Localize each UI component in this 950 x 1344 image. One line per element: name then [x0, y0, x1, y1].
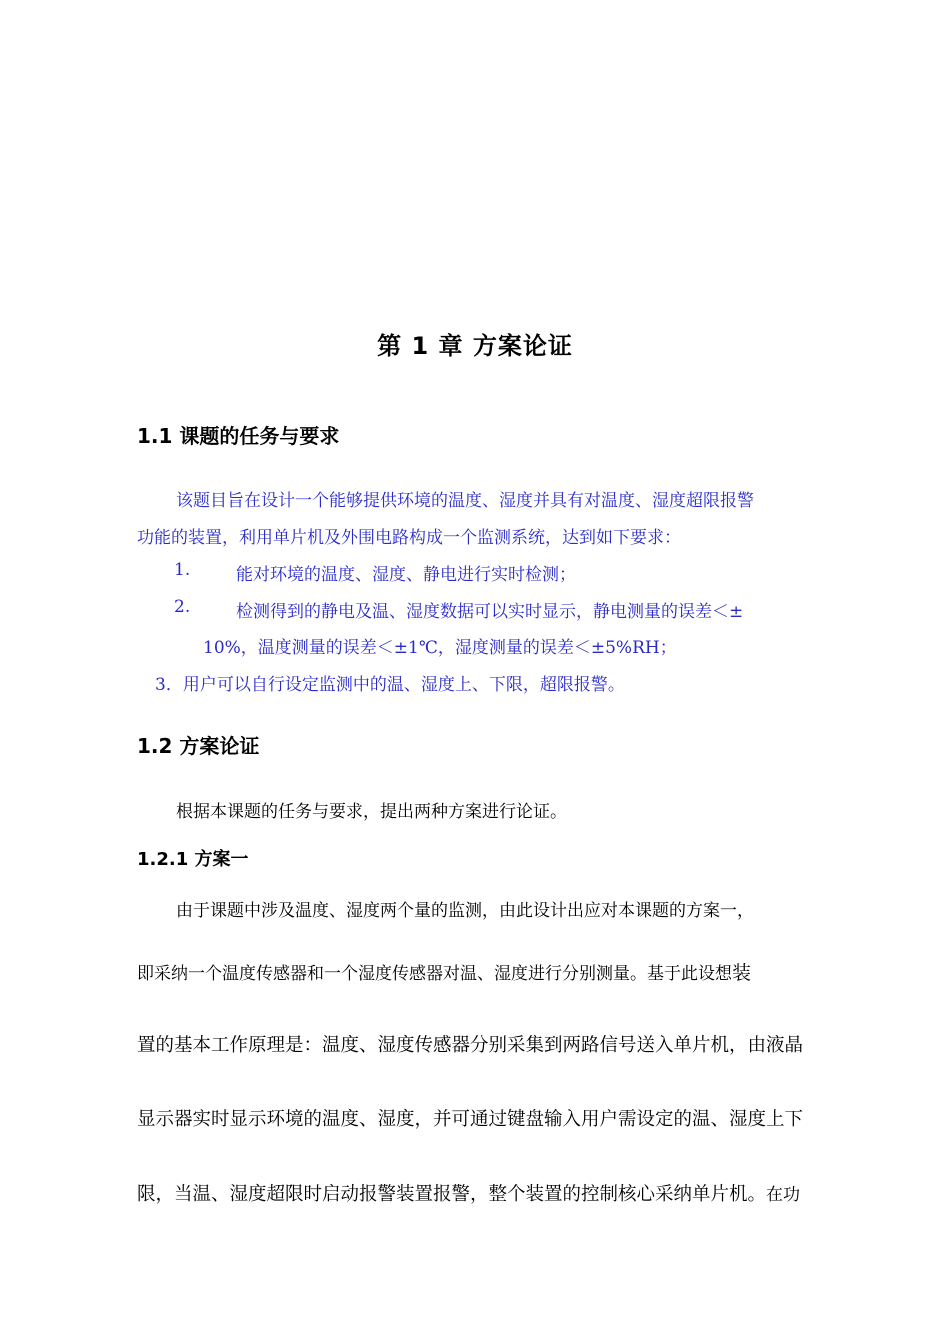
plan-one-line-4: 显示器实时显示环境的温度、湿度，并可通过键盘输入用户需设定的温、湿度上下 [137, 1109, 804, 1130]
section-heading-1-2-1: 1.2.1 方案一 [137, 849, 249, 870]
chapter-title: 第 1 章 方案论证 [377, 332, 573, 360]
plan-one-line-1: 由于课题中涉及温度、湿度两个量的监测，由此设计出应对本课题的方案一， [176, 901, 754, 921]
plan-one-line-5 [137, 1180, 800, 1206]
plan-one-line-5-tail: 在功 [766, 1185, 801, 1205]
requirement-2-line-2: 10%，温度测量的误差＜±1℃，湿度测量的误差＜±5%RH； [203, 638, 677, 658]
section-1-2-intro: 根据本课题的任务与要求，提出两种方案进行论证。 [176, 802, 567, 822]
plan-one-line-2 [137, 958, 751, 985]
intro-line-1: 该题目旨在设计一个能够提供环境的温度、湿度并具有对温度、湿度超限报警 [176, 491, 754, 511]
requirement-2-line-1: 检测得到的静电及温、湿度数据可以实时显示，静电测量的误差＜± [236, 602, 744, 622]
plan-one-line-2-tail: 装 [732, 962, 752, 984]
intro-line-2: 功能的装置，利用单片机及外围电路构成一个监测系统，达到如下要求： [137, 528, 681, 548]
plan-one-line-5-text: 限，当温、湿度超限时启动报警装置报警，整个装置的控制核心采纳单片机。 [137, 1184, 767, 1205]
requirement-1-number: 1. [174, 560, 191, 580]
requirement-1-text: 能对环境的温度、湿度、静电进行实时检测； [236, 565, 576, 585]
plan-one-line-2-text: 即采纳一个温度传感器和一个湿度传感器对温、湿度进行分别测量。基于此设想 [137, 964, 732, 984]
section-heading-1-2: 1.2 方案论证 [137, 734, 260, 758]
requirement-2-number: 2. [174, 597, 191, 617]
section-heading-1-1: 1.1 课题的任务与要求 [137, 424, 340, 448]
plan-one-line-3: 置的基本工作原理是：温度、湿度传感器分别采集到两路信号送入单片机，由液晶 [137, 1035, 804, 1056]
requirement-3: 3．用户可以自行设定监测中的温、湿度上、下限，超限报警。 [155, 675, 625, 695]
